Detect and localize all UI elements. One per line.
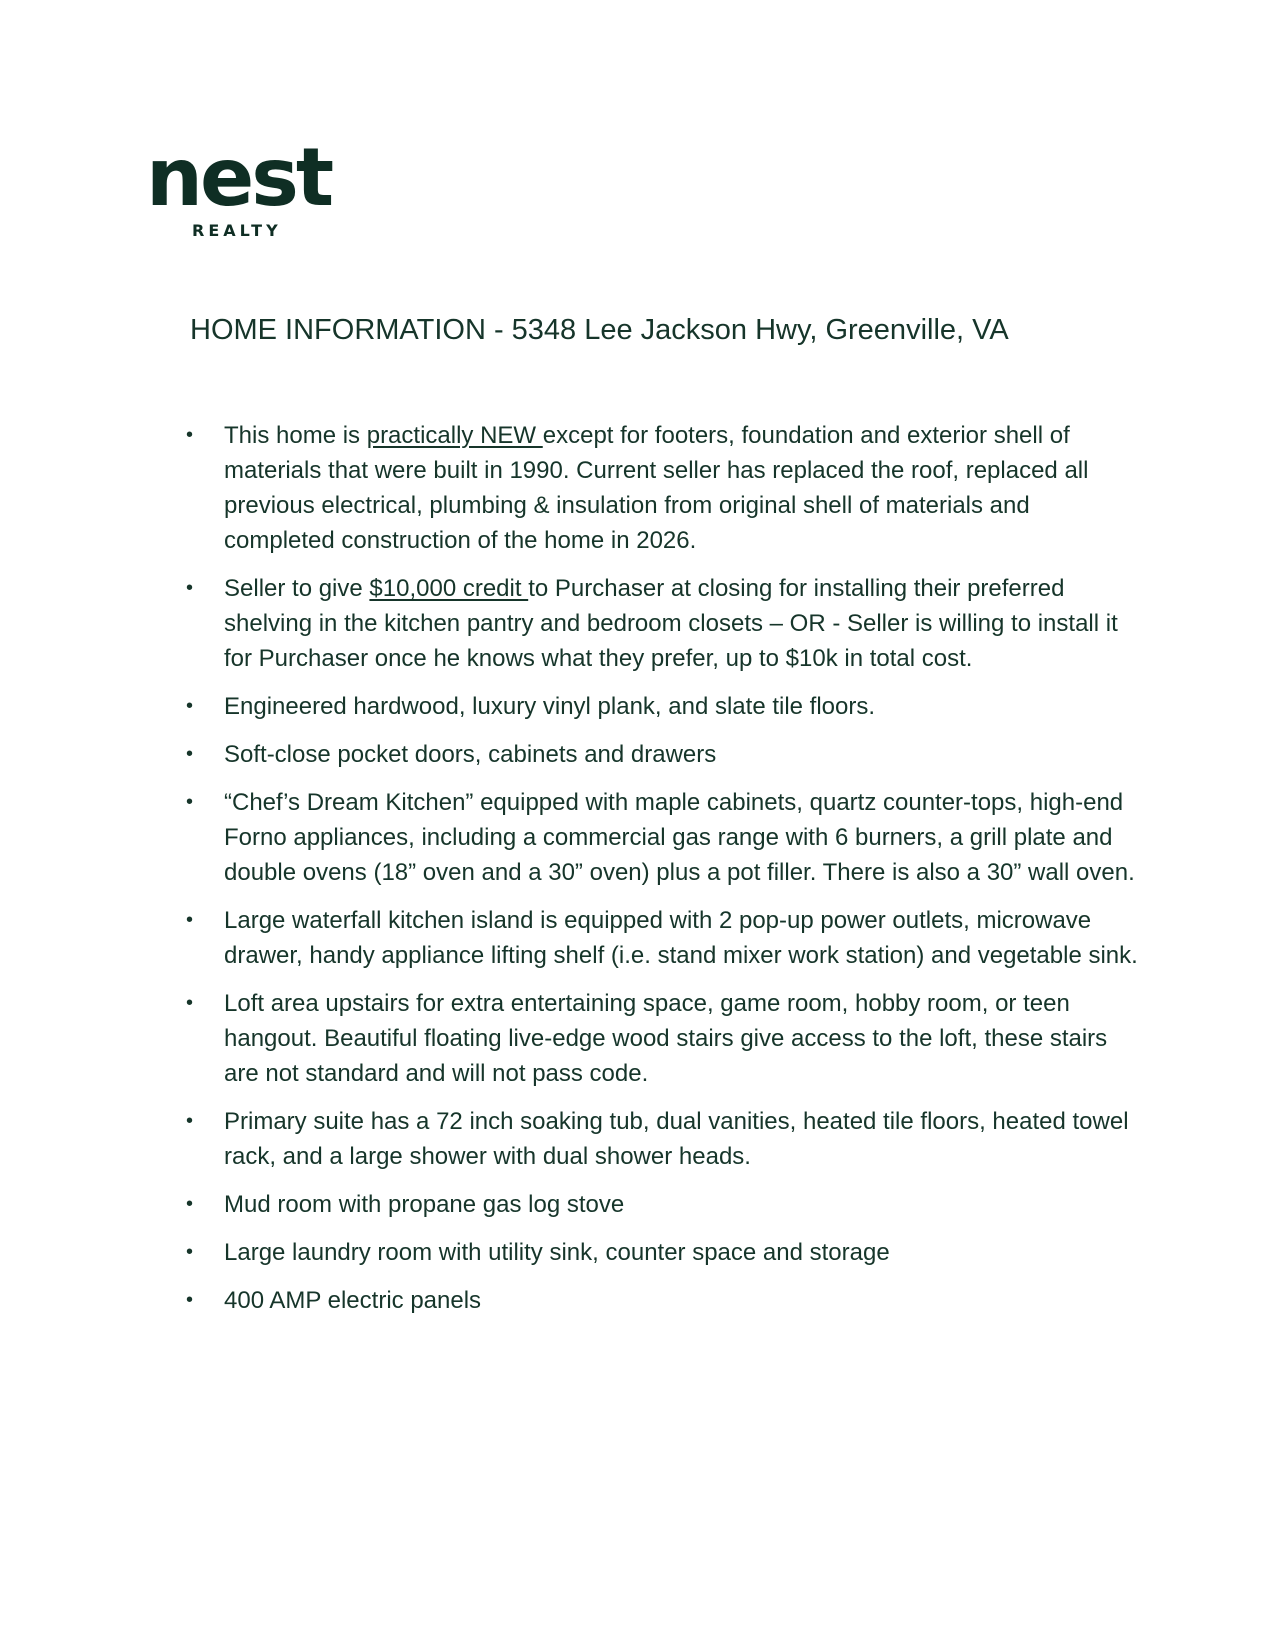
item-text: Engineered hardwood, luxury vinyl plank, and slate tile floors. [224, 693, 876, 720]
item-text: Mud room with propane gas log stove [224, 1191, 625, 1218]
bullet-icon: • [186, 1289, 194, 1311]
bullet-icon: • [186, 424, 194, 446]
bullet-icon: • [186, 695, 194, 717]
list-item [186, 418, 1146, 558]
item-text: Large laundry room with utility sink, counter space and storage [224, 1239, 890, 1266]
list-item [186, 785, 1146, 890]
item-text: “Chef’s Dream Kitchen” equipped with maple cabinets, quartz counter-tops, high-end Forno appliances, including a commercial gas range with 6 burners, a grill plate and double ovens (18” oven and a 30” oven) plus a pot filler. There is also a 30” wall oven. [224, 789, 1135, 886]
list-item [186, 986, 1146, 1091]
logo-subtitle: REALTY [192, 221, 282, 240]
item-text-pre: This home is [224, 422, 367, 449]
item-text: Loft area upstairs for extra entertaining space, game room, hobby room, or teen hangout. Beautiful floating live-edge wood stairs give access to the loft, these stairs are not standard and will not pass code. [224, 990, 1108, 1087]
list-item [186, 903, 1146, 973]
item-text: Large waterfall kitchen island is equipped with 2 pop-up power outlets, microwave drawer, handy appliance lifting shelf (i.e. stand mixer work station) and vegetable sink. [224, 907, 1138, 969]
bullet-icon: • [186, 1193, 194, 1215]
bullet-icon: • [186, 992, 194, 1014]
bullet-icon: • [186, 791, 194, 813]
page-title: HOME INFORMATION - 5348 Lee Jackson Hwy, Greenville, VA [190, 314, 1009, 346]
bullet-icon: • [186, 909, 194, 931]
list-item [186, 1104, 1146, 1174]
list-item [186, 737, 1146, 772]
nest-realty-logo [146, 131, 356, 240]
list-item [186, 1283, 1146, 1318]
feature-list [186, 418, 1146, 1331]
item-text-pre: Seller to give [224, 575, 370, 602]
list-item [186, 571, 1146, 676]
item-text-post: except for footers, foundation and exterior shell of materials that were built in 1990. Current seller has replaced the roof, replaced all previous electrical, plumbing & insulation from original shell of materials and completed construction of the home in 2026. [224, 422, 1089, 554]
logo-wordmark: nest [146, 131, 332, 224]
item-text-emphasis: practically NEW [366, 422, 543, 449]
list-item [186, 1235, 1146, 1270]
bullet-icon: • [186, 1241, 194, 1263]
item-text-emphasis: $10,000 credit [369, 575, 529, 602]
bullet-icon: • [186, 743, 194, 765]
item-text-post: to Purchaser at closing for installing their preferred shelving in the kitchen pantry and bedroom closets – OR - Seller is willing to install it for Purchaser once he knows what they prefer, up to $10k in total cost. [224, 575, 1118, 672]
list-item [186, 1187, 1146, 1222]
item-text: 400 AMP electric panels [224, 1287, 482, 1314]
bullet-icon: • [186, 1110, 194, 1132]
item-text: Primary suite has a 72 inch soaking tub, dual vanities, heated tile floors, heated towel rack, and a large shower with dual shower heads. [224, 1108, 1129, 1170]
bullet-icon: • [186, 577, 194, 599]
item-text: Soft-close pocket doors, cabinets and drawers [224, 741, 717, 768]
list-item [186, 689, 1146, 724]
